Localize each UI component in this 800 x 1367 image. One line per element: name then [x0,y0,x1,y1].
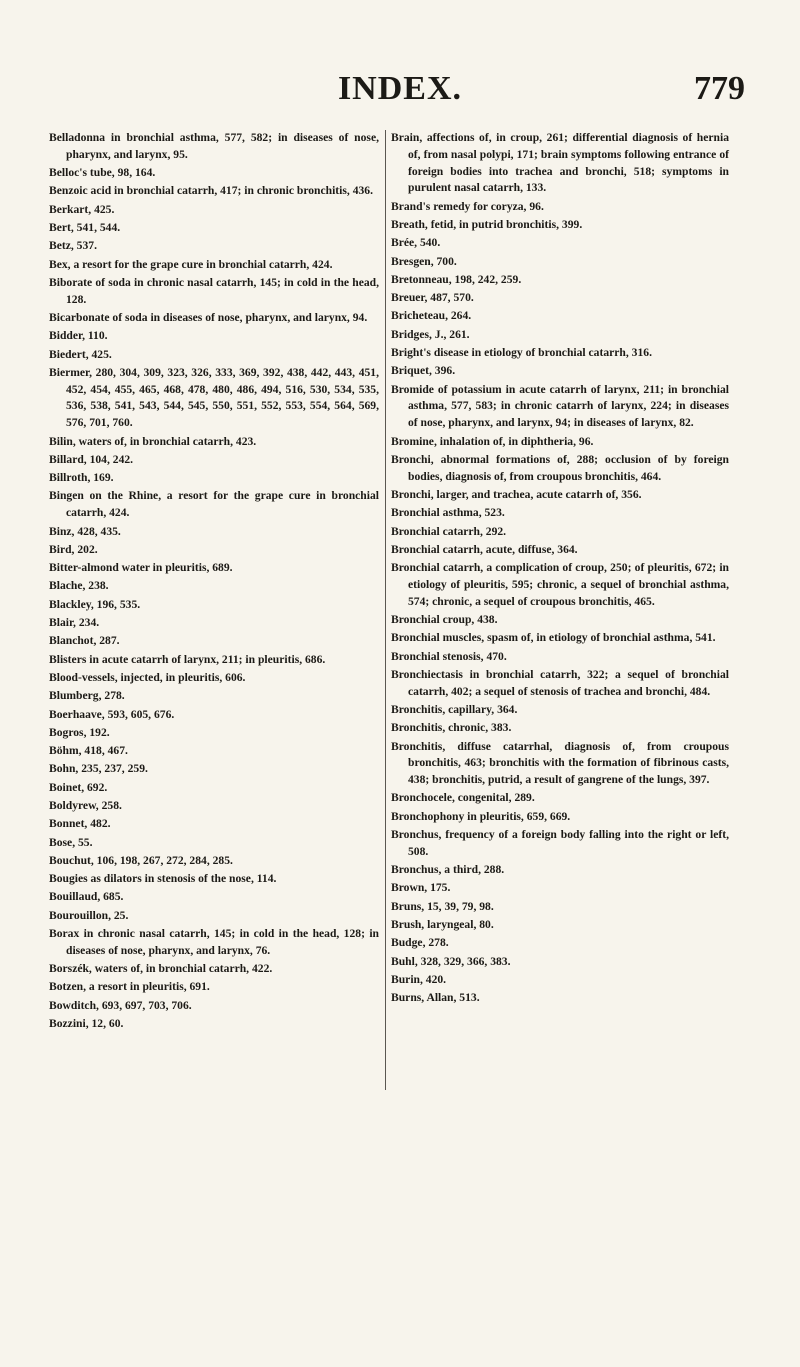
index-entry: Blisters in acute catarrh of larynx, 211; in pleuritis, 686. [49,652,326,666]
index-entry: Bright's disease in etiology of bronchial catarrh, 316. [391,346,652,360]
index-entry: Bilin, waters of, in bronchial catarrh, 423. [49,434,257,448]
index-entry: Brown, 175. [391,881,451,895]
index-entry: Bronchus, frequency of a foreign body falling into the right or left, 508. [391,828,729,858]
index-entry: Blair, 234. [49,616,100,630]
index-entry: Bronchi, abnormal formations of, 288; occlusion of by foreign bodies, diagnosis of, from croupous bronchitis, 464. [391,452,729,483]
index-entry: Brain, affections of, in croup, 261; differential diagnosis of hernia of, from nasal polypi, 171; brain symptoms following entrance of foreign bodies into trachea and bronchi, 518; symptoms in purulent nasal catarrh, 133. [391,131,729,195]
index-entry: Bougies as dilators in stenosis of the nose, 114. [49,872,277,886]
index-entry: Bozzini, 12, 60. [49,1017,124,1031]
running-title: INDEX. [337,70,463,107]
index-entry: Bridges, J., 261. [391,327,470,341]
index-entry: Bohn, 235, 237, 259. [49,762,148,776]
index-entry: Billroth, 169. [49,471,114,485]
index-entry: Brée, 540. [391,236,441,250]
index-entry: Belloc's tube, 98, 164. [49,166,156,180]
index-entry: Bromide of potassium in acute catarrh of larynx, 211; in bronchial asthma, 577, 583; in chronic catarrh of larynx, 224; in diseases of nose, pharynx, and larynx, 94; in diseases of larynx, 82. [391,382,729,430]
index-entry: Bidder, 110. [49,329,108,343]
index-entry: Breath, fetid, in putrid bronchitis, 399. [391,217,583,231]
index-entry: Bronchial catarrh, a complication of croup, 250; of pleuritis, 672; in etiology of pleuritis, 595; chronic, a sequel of bronchial asthma, 574; chronic, a sequel of croupous bronchitis, 465. [391,561,729,608]
index-entry: Bex, a resort for the grape cure in bronchial catarrh, 424. [49,257,333,271]
index-entry: Buhl, 328, 329, 366, 383. [391,954,511,968]
index-entry: Binz, 428, 435. [49,524,121,538]
index-entry: Boldyrew, 258. [49,798,122,812]
index-entry: Bouillaud, 685. [49,890,124,904]
index-entry: Burin, 420. [391,972,447,986]
column-divider [385,130,386,1090]
index-entry: Bicarbonate of soda in diseases of nose, pharynx, and larynx, 94. [49,310,368,324]
index-entry: Biborate of soda in chronic nasal catarrh, 145; in cold in the head, 128. [49,275,379,306]
index-entry: Bronchocele, congenital, 289. [391,791,535,805]
index-entry: Bert, 541, 544. [49,220,121,234]
index-entry: Bresgen, 700. [391,254,457,268]
index-entry: Bourouillon, 25. [49,908,129,922]
index-entry: Breuer, 487, 570. [391,291,474,305]
index-entry: Bronchial croup, 438. [391,613,498,627]
index-entry: Botzen, a resort in pleuritis, 691. [49,980,210,994]
index-entry: Bronchiectasis in bronchial catarrh, 322; a sequel of bronchial catarrh, 402; a sequel of stenosis of trachea and bronchi, 484. [391,667,729,698]
index-entry: Blanchot, 287. [49,634,120,648]
index-entry: Bronchus, a third, 288. [391,863,505,877]
index-entry: Bretonneau, 198, 242, 259. [391,272,522,286]
index-entry: Bouchut, 106, 198, 267, 272, 284, 285. [49,853,233,867]
index-entry: Blood-vessels, injected, in pleuritis, 606. [49,670,246,684]
index-entry: Betz, 537. [49,239,97,253]
index-entry: Borszék, waters of, in bronchial catarrh, 422. [49,962,273,976]
page-header [55,70,745,114]
index-entry: Berkart, 425. [49,202,115,216]
index-entry: Bowditch, 693, 697, 703, 706. [49,998,192,1012]
index-entry: Briquet, 396. [391,364,456,378]
index-entry: Belladonna in bronchial asthma, 577, 582; in diseases of nose, pharynx, and larynx, 95. [49,131,379,161]
index-entry: Bonnet, 482. [49,817,111,831]
index-entry: Bronchial stenosis, 470. [391,649,507,663]
index-entry: Brand's remedy for coryza, 96. [391,199,544,213]
index-entry: Bogros, 192. [49,725,110,739]
index-entry: Böhm, 418, 467. [49,744,128,758]
index-entry: Bitter-almond water in pleuritis, 689. [49,561,233,575]
index-entry: Bronchial catarrh, acute, diffuse, 364. [391,542,578,556]
index-entry: Bingen on the Rhine, a resort for the grape cure in bronchial catarrh, 424. [49,489,379,520]
index-entry: Biermer, 280, 304, 309, 323, 326, 333, 369, 392, 438, 442, 443, 451, 452, 454, 455, 465, 468, 478, 480, 486, 494, 516, 530, 534, 535, 536, 538, 541, 543, 544, 545, 550, 551, 552, 553, 554, 564, 569, 576, 701, 760. [49,365,379,430]
index-entry: Bronchophony in pleuritis, 659, 669. [391,809,571,823]
index-entry: Brush, laryngeal, 80. [391,918,494,932]
index-entry: Blumberg, 278. [49,689,125,703]
index-entry: Bose, 55. [49,835,93,849]
index-entry: Bronchi, larger, and trachea, acute catarrh of, 356. [391,487,642,501]
index-entry: Boerhaave, 593, 605, 676. [49,707,175,721]
index-entry: Bruns, 15, 39, 79, 98. [391,899,494,913]
index-entry: Boinet, 692. [49,780,108,794]
index-entry: Bronchitis, chronic, 383. [391,721,512,735]
index-entry: Burns, Allan, 513. [391,991,480,1005]
index-entry: Benzoic acid in bronchial catarrh, 417; in chronic bronchitis, 436. [49,184,373,198]
index-entry: Budge, 278. [391,936,449,950]
index-entry: Bronchial asthma, 523. [391,506,505,520]
index-column-right [391,130,729,1009]
index-entry: Bronchial muscles, spasm of, in etiology of bronchial asthma, 541. [391,631,716,645]
index-entry: Bronchitis, diffuse catarrhal, diagnosis of, from croupous bronchitis, 463; bronchitis with the formation of fibrinous casts, 438; bronchitis, putrid, a result of gangrene of the lungs, 397. [391,739,729,787]
index-column-left [49,130,379,1034]
index-entry: Bronchitis, capillary, 364. [391,703,518,716]
index-entry: Blache, 238. [49,579,109,593]
index-entry: Bricheteau, 264. [391,309,472,323]
index-entry: Bronchial catarrh, 292. [391,524,507,538]
index-entry: Blackley, 196, 535. [49,597,141,611]
index-entry: Bromine, inhalation of, in diphtheria, 96. [391,434,594,448]
index-entry: Biedert, 425. [49,347,112,361]
index-entry: Bird, 202. [49,542,98,556]
index-entry: Borax in chronic nasal catarrh, 145; in cold in the head, 128; in diseases of nose, pharynx, and larynx, 76. [49,927,379,957]
index-entry: Billard, 104, 242. [49,452,134,466]
page-number: 779 [694,70,745,107]
